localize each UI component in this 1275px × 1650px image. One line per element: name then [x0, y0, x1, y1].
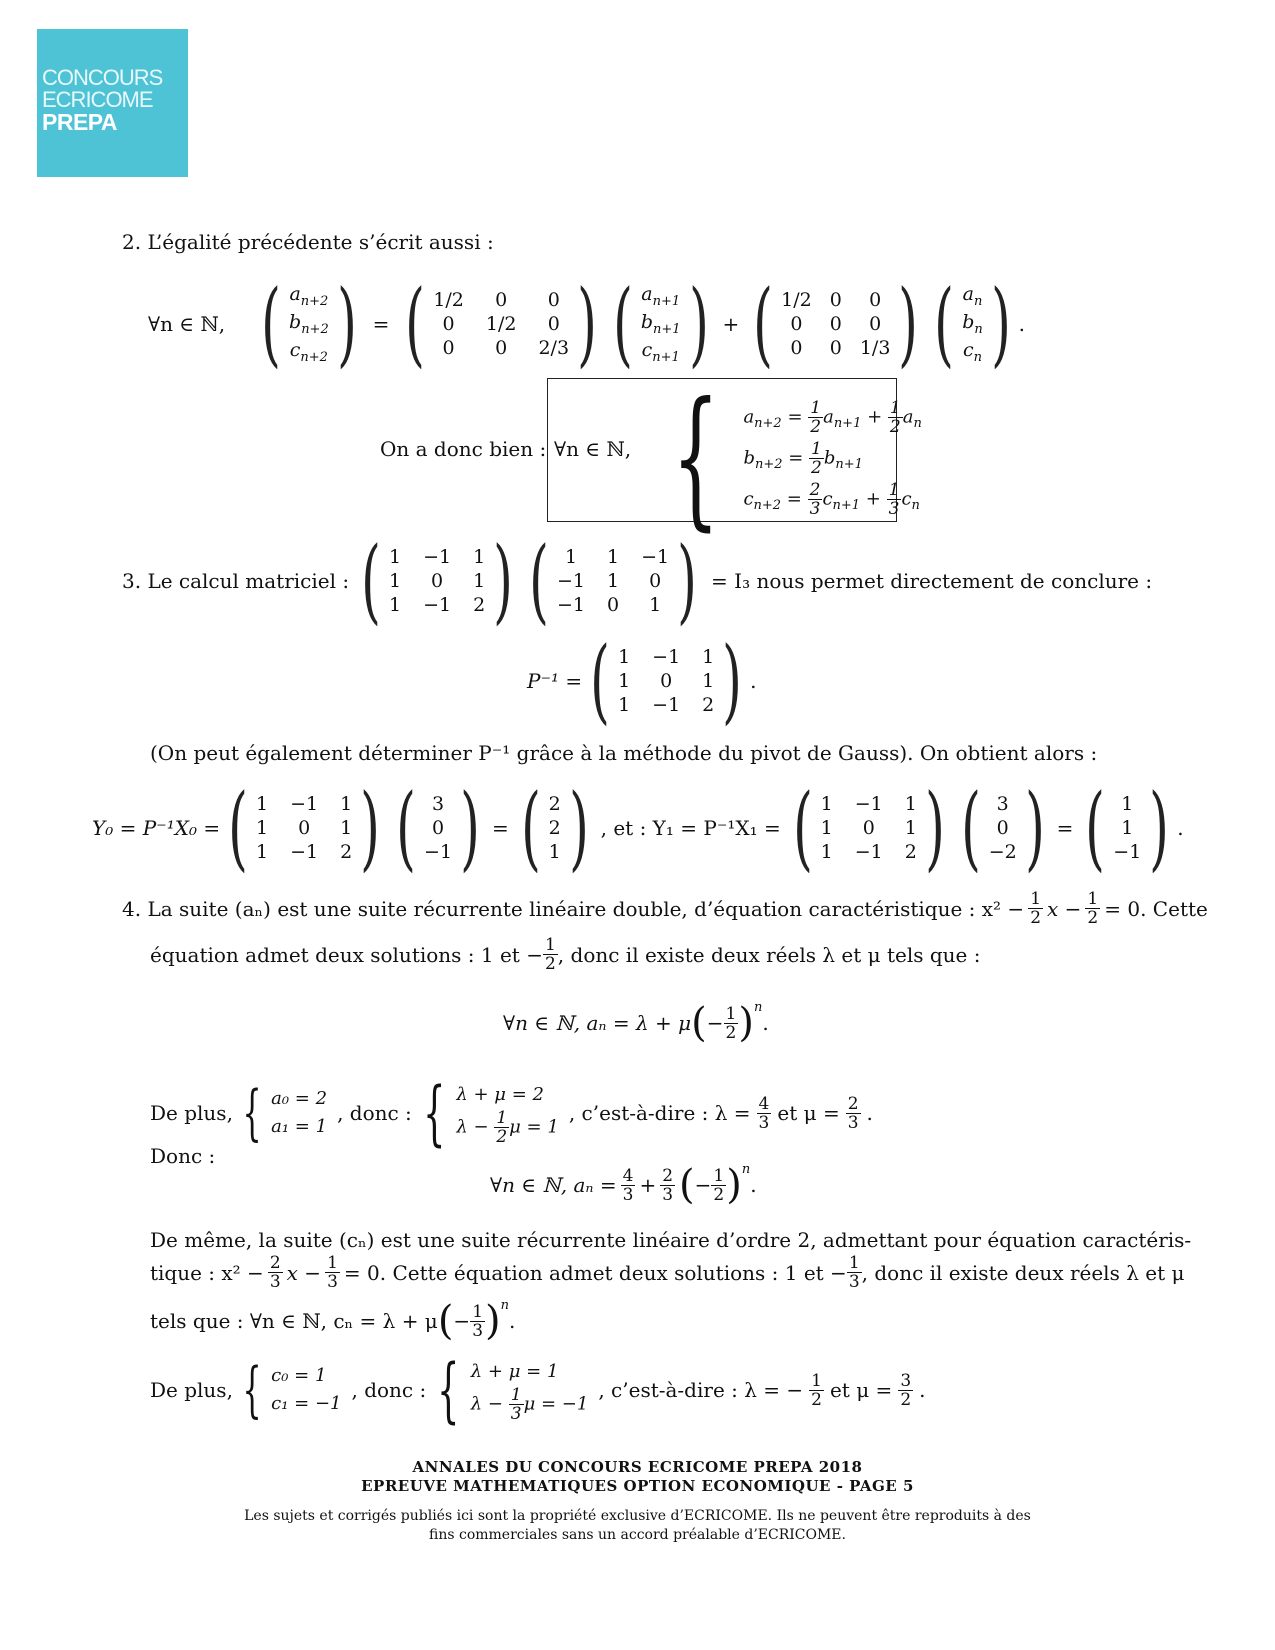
a-cell: −1 [423, 594, 452, 616]
q2-intro: 2. L’égalité précédente s’écrit aussi : [122, 230, 494, 254]
q4-p2b: , donc il existe deux réels λ et μ tels que : [557, 942, 981, 967]
pinv-cell: 1 [256, 817, 269, 839]
m1-cell: 0 [495, 289, 508, 311]
pinv-cell: 1 [820, 793, 833, 815]
q4-eq2: ∀n ∈ ℕ, aₙ = $\frac{4}{3}$ + $\frac{2}{3}$ ( − $\frac{1}{2}$ ) $^n$ . [490, 1162, 757, 1208]
b-cell: 0 [649, 570, 662, 592]
m1-cell: 1/2 [485, 313, 517, 335]
q4-eq2-text: ∀n ∈ ℕ, aₙ = [490, 1173, 617, 1197]
x1-cell: 0 [996, 817, 1009, 839]
q2-boxed-forall: ∀n ∈ ℕ, [554, 437, 632, 461]
c0: c₀ = 1 [271, 1365, 327, 1386]
matrix-pinv: ( 1 −1 1 1 0 1 1 −1 2 ) [590, 627, 743, 734]
a-cell: 1 [389, 546, 402, 568]
footer-line4: fins commerciales sans un accord préalable d’ECRICOME. [429, 1527, 846, 1543]
q4-dm2a: tique : x² − [150, 1260, 264, 1285]
y1-label: , et : Y₁ = P⁻¹X₁ = [600, 816, 781, 840]
matrix-m2: ( 1/2 0 0 0 0 0 0 0 1/3 ) [753, 270, 919, 377]
pinv-cell: −1 [290, 793, 319, 815]
x0-cell: 3 [431, 793, 445, 815]
y-equations: Y₀ = P⁻¹X₀ = ( 1 −1 1 1 0 1 1 −1 2 ) ( 3 0 −1 ) = ( 2 2 1 ) , et : Y₁ = P⁻¹X₁ = ( 1 −1 1 1 0 1 1 −1 2 ) ( 3 0 −2 ) = ( 1 1 −1 ) . [92, 774, 1184, 881]
q4-eq1: ∀n ∈ ℕ, aₙ = λ + μ ( − $\frac{1}{2}$ ) $^n$ . [503, 1000, 769, 1046]
pinv-cell: 1 [820, 817, 833, 839]
m2-cell: 1/2 [781, 289, 812, 311]
t2a: λ − [470, 1393, 503, 1414]
pinv-cell: 1 [904, 793, 917, 815]
x0-cell: 0 [431, 817, 445, 839]
q4-cad2: , c’est-à-dire : λ = − [598, 1378, 804, 1402]
b-cell: −1 [641, 546, 670, 568]
pinv-cell: 1 [340, 817, 353, 839]
m1-cell: 1/2 [433, 289, 464, 311]
q4-dm2c: = 0. Cette équation admet deux solutions : 1 et − [343, 1260, 847, 1285]
pinv-cell: 1 [702, 646, 715, 668]
vector-an: ( $a_n$ $b_n$ $c_n$ ) [934, 270, 1011, 377]
q4-deplus: De plus, [150, 1101, 233, 1125]
vector-an1: ( $a_{n+1}$ $b_{n+1}$ $c_{n+1}$ ) [613, 270, 709, 377]
q4-p2a: équation admet deux solutions : 1 et − [150, 942, 543, 967]
matrix-m1: ( 1/2 0 0 0 1/2 0 0 0 2/3 ) [405, 270, 597, 377]
matrix-pinv-3: ( 1 −1 1 1 0 1 1 −1 2 ) [792, 774, 945, 881]
q4-p1c: = 0. Cette [1104, 896, 1208, 921]
vector-y0: ( 2 2 1 ) [520, 774, 589, 881]
q2-boxed-result: ∀n ∈ ℕ, { $a_{n+2}$ = $\frac{1}{2}$ $a_{n+1}$ + $\frac{1}{2}$ $a_n$ $b_{n+2}$ = $\frac{1}{2}$ $b_{n+1}$ $c_{n+2}$ = $\frac{2}{3}$ $c_{n+1}$ + $\frac{1}{3}$ $c_n$ [547, 378, 897, 522]
vector-x1: ( 3 0 −2 ) [960, 774, 1045, 881]
a-cell: −1 [423, 546, 452, 568]
m1-cell: 0 [547, 313, 560, 335]
pinv-cell: 2 [340, 841, 353, 863]
b-cell: 1 [607, 546, 620, 568]
c1: c₁ = −1 [271, 1393, 342, 1414]
q4-etmu2: et μ = [829, 1378, 893, 1402]
b-cell: 1 [649, 594, 662, 616]
q4-eq1-text: ∀n ∈ ℕ, aₙ = λ + μ [503, 1011, 692, 1035]
q3-lead: 3. Le calcul matriciel : [122, 569, 350, 593]
q2-forall: ∀n ∈ ℕ, [148, 312, 226, 336]
q4-dm2d: , donc il existe deux réels λ et μ [861, 1260, 1185, 1285]
pinv-cell: 0 [298, 817, 311, 839]
logo-line2: ECRICOME [42, 87, 153, 112]
q4-donc3: , donc : [351, 1378, 427, 1402]
q4-dm1: De même, la suite (cₙ) est une suite récurrente linéaire d’ordre 2, admettant pour équation caractéris- [150, 1228, 1192, 1252]
m1-cell: 2/3 [538, 337, 570, 359]
m2-cell: 1/3 [859, 337, 891, 359]
y1-cell: 1 [1121, 817, 1134, 839]
pinv-label: P⁻¹ = [527, 669, 583, 693]
q4-donc2: Donc : [150, 1144, 216, 1168]
pinv-cell: −1 [854, 793, 883, 815]
pinv-cell: 1 [618, 694, 631, 716]
q4-etmu: et μ = [777, 1101, 840, 1125]
q4-line1: 4. La suite (aₙ) est une suite récurrente linéaire double, d’équation caractéristique : x² − $\frac{1}{2}$ x − $\frac{1}{2}$ = 0. Cette [122, 889, 1208, 928]
b-cell: −1 [557, 570, 586, 592]
m2-cell: 0 [790, 337, 803, 359]
matrix-a: ( 1 −1 1 1 0 1 1 −1 2 ) [361, 527, 514, 634]
m2-cell: 0 [869, 313, 882, 335]
q4-p1a: 4. La suite (aₙ) est une suite récurrente linéaire double, d’équation caractéristique : x² − [122, 896, 1025, 921]
m2-cell: 0 [790, 313, 803, 335]
q3-line [122, 527, 1153, 634]
pinv-cell: 2 [904, 841, 917, 863]
pinv-cell: 1 [618, 646, 631, 668]
footer-line3: Les sujets et corrigés publiés ici sont la propriété exclusive d’ECRICOME. Ils ne peuvent être reproduits à des [244, 1508, 1031, 1524]
q4-dm3-text: tels que : ∀n ∈ ℕ, cₙ = λ + μ [150, 1309, 438, 1333]
b-cell: −1 [557, 594, 586, 616]
t1: λ + μ = 1 [470, 1360, 559, 1382]
m2-cell: 0 [869, 289, 882, 311]
y0-cell: 2 [548, 817, 561, 839]
a-cell: 0 [431, 570, 444, 592]
pinv-cell: 1 [820, 841, 833, 863]
m1-cell: 0 [442, 337, 455, 359]
matrix-b: ( 1 1 −1 −1 1 0 −1 0 1 ) [529, 527, 697, 634]
q4-dm2: tique : x² − $\frac{2}{3}$ x − $\frac{1}{3}$ = 0. Cette équation admet deux solutions : 1 et − $\frac{1}{3}$ , donc il existe deux réels λ et μ [150, 1253, 1185, 1292]
pinv-equation: P⁻¹ = ( 1 −1 1 1 0 1 1 −1 2 ) . [527, 627, 757, 734]
s2a: λ − [456, 1116, 489, 1137]
s1: λ + μ = 2 [456, 1083, 544, 1105]
pinv-cell: 1 [256, 841, 269, 863]
x1-cell: −2 [988, 841, 1017, 863]
vector-x0: ( 3 0 −1 ) [396, 774, 480, 881]
ecricome-logo [37, 29, 188, 177]
b-cell: 1 [607, 570, 620, 592]
a-cell: 1 [389, 570, 402, 592]
q4-donc: , donc : [337, 1101, 412, 1125]
a-cell: 1 [389, 594, 402, 616]
pinv-cell: 1 [256, 793, 269, 815]
q4-dm3: tels que : ∀n ∈ ℕ, cₙ = λ + μ ( − $\frac{1}{3}$ ) $^n$ . [150, 1298, 516, 1344]
m2-cell: 0 [829, 337, 842, 359]
footer-line2: EPREUVE MATHEMATIQUES OPTION ECONOMIQUE - PAGE 5 [361, 1477, 914, 1495]
y1-cell: 1 [1121, 793, 1134, 815]
a0: a₀ = 2 [271, 1088, 328, 1109]
pinv-cell: −1 [290, 841, 319, 863]
y0-cell: 1 [548, 841, 561, 863]
m2-cell: 0 [829, 289, 842, 311]
a-cell: 1 [473, 570, 486, 592]
vector-an2: ( $a_{n+2}$ $b_{n+2}$ $c_{n+2}$ ) [261, 270, 357, 377]
pinv-cell: 1 [618, 670, 631, 692]
q4-system2: De plus, { c₀ = 1 c₁ = −1 , donc : { λ + μ = 1 λ − $\frac{1}{3}$ μ = −1 , c’est-à-dire : λ = − $\frac{1}{2}$ et μ = $\frac{3}{2}$ . [150, 1349, 926, 1431]
pinv-cell: −1 [854, 841, 883, 863]
t2b: μ = −1 [523, 1393, 589, 1414]
x0-cell: −1 [424, 841, 453, 863]
q3-gauss: (On peut également déterminer P⁻¹ grâce à la méthode du pivot de Gauss). On obtient alors : [150, 741, 1098, 765]
m1-cell: 0 [495, 337, 508, 359]
pinv-cell: 1 [904, 817, 917, 839]
q4-p1b: x − [1047, 896, 1082, 921]
a1: a₁ = 1 [271, 1116, 328, 1137]
pinv-cell: 2 [702, 694, 715, 716]
footer-line1: ANNALES DU CONCOURS ECRICOME PREPA 2018 [412, 1458, 863, 1476]
q4-line2: équation admet deux solutions : 1 et − $\frac{1}{2}$ , donc il existe deux réels λ et μ tels que : [150, 935, 981, 974]
y0-label: Y₀ = P⁻¹X₀ = [92, 816, 221, 840]
vector-y1: ( 1 1 −1 ) [1085, 774, 1170, 881]
m1-cell: 0 [547, 289, 560, 311]
q4-cad: , c’est-à-dire : λ = [568, 1101, 751, 1125]
m1-cell: 0 [442, 313, 455, 335]
y1-cell: −1 [1113, 841, 1142, 863]
pinv-cell: 1 [702, 670, 715, 692]
q2-matrix-equation: ∀n ∈ ℕ, ( $a_{n+2}$ $b_{n+2}$ $c_{n+2}$ ) = ( 1/2 0 0 0 1/2 0 0 0 2/3 ) ( $a_{n+1}$ $b_{n+1}$ $c_{n+1}$ ) + ( 1/2 0 0 0 0 0 0 0 1/3 ) ( $a_n$ $b_n$ $c_n$ ) . [148, 270, 1026, 377]
pinv-cell: 0 [862, 817, 875, 839]
s2b: μ = 1 [509, 1116, 559, 1137]
m2-cell: 0 [829, 313, 842, 335]
logo-line3: PREPA [42, 109, 118, 135]
q3-conclude: = I₃ nous permet directement de conclure : [711, 569, 1153, 593]
matrix-pinv-2: ( 1 −1 1 1 0 1 1 −1 2 ) [228, 774, 381, 881]
q2-boxed-lead: On a donc bien : [380, 437, 547, 461]
q4-system1: De plus, { a₀ = 2 a₁ = 1 , donc : { λ + μ = 2 λ − $\frac{1}{2}$ μ = 1 , c’est-à-dire : λ = $\frac{4}{3}$ et μ = $\frac{2}{3}$ . [150, 1072, 873, 1154]
a-cell: 2 [473, 594, 486, 616]
pinv-cell: 0 [660, 670, 673, 692]
a-cell: 1 [473, 546, 486, 568]
pinv-cell: 1 [340, 793, 353, 815]
b-cell: 1 [564, 546, 578, 568]
x1-cell: 3 [996, 793, 1009, 815]
pinv-cell: −1 [652, 694, 681, 716]
pinv-cell: −1 [652, 646, 681, 668]
q4-deplus2: De plus, [150, 1378, 233, 1402]
q4-dm2b: x − [286, 1260, 322, 1285]
y0-cell: 2 [548, 793, 561, 815]
b-cell: 0 [607, 594, 620, 616]
logo-line1: CONCOURS [42, 65, 163, 90]
